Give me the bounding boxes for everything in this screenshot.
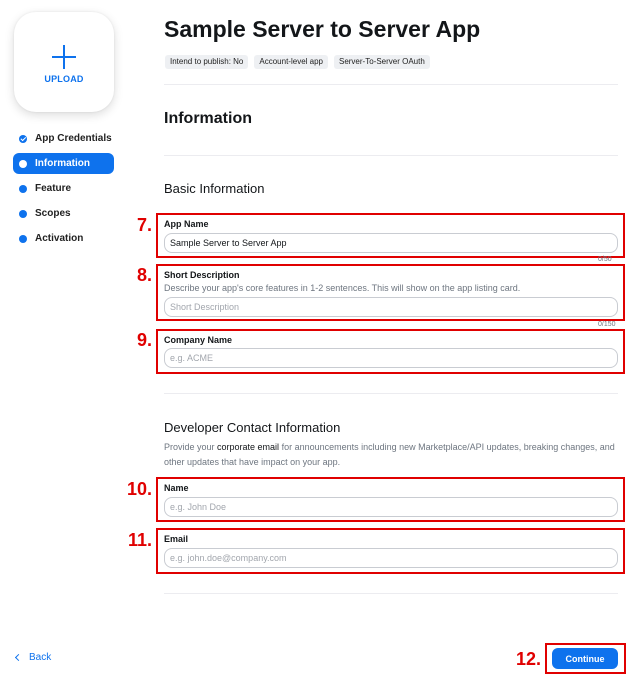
step-dot-icon — [19, 160, 27, 168]
contact-info-title: Developer Contact Information — [164, 420, 341, 435]
contact-desc-text: for announcements including new Marketplace/API updates, breaking changes, and other updates that have impact on your app. — [164, 442, 615, 467]
divider — [164, 593, 618, 594]
step-marker-12: 12. — [515, 649, 541, 669]
name-input[interactable]: e.g. John Doe — [164, 497, 618, 517]
chevron-left-icon — [15, 654, 22, 661]
step-label: App Credentials — [35, 133, 112, 144]
email-input[interactable]: e.g. john.doe@company.com — [164, 548, 618, 568]
step-marker-7: 7. — [136, 215, 152, 235]
basic-info-title: Basic Information — [164, 181, 265, 196]
divider — [164, 155, 618, 156]
step-marker-11: 11. — [127, 530, 152, 550]
step-label: Information — [35, 158, 90, 169]
step-label: Activation — [35, 233, 84, 244]
tag-app-level: Account-level app — [254, 55, 328, 69]
step-dot-icon — [19, 210, 27, 218]
app-name-counter: 0/50 — [598, 256, 612, 263]
step-marker-10: 10. — [126, 479, 152, 499]
short-description-label: Short Description — [164, 270, 240, 280]
tag-publish-intent: Intend to publish: No — [165, 55, 248, 69]
step-label: Feature — [35, 183, 72, 194]
continue-button[interactable]: Continue — [552, 648, 618, 669]
app-name-input[interactable]: Sample Server to Server App — [164, 233, 618, 253]
step-scopes[interactable] — [13, 203, 114, 224]
app-tags — [165, 55, 430, 69]
back-link[interactable] — [14, 652, 51, 663]
step-dot-icon — [19, 185, 27, 193]
step-activation[interactable] — [13, 228, 114, 249]
tag-app-type: Server-To-Server OAuth — [334, 55, 430, 69]
company-name-input[interactable]: e.g. ACME — [164, 348, 618, 368]
contact-info-description — [164, 440, 622, 470]
section-title: Information — [164, 110, 252, 127]
step-feature[interactable] — [13, 178, 114, 199]
upload-label: UPLOAD — [44, 74, 84, 84]
upload-logo-button[interactable] — [14, 12, 114, 112]
checkmark-icon — [19, 135, 27, 143]
name-label: Name — [164, 483, 189, 493]
contact-desc-text: Provide your — [164, 442, 218, 452]
contact-desc-emphasis: corporate email — [217, 442, 280, 452]
short-description-help: Describe your app's core features in 1-2 sentences. This will show on the app listing card. — [164, 283, 521, 293]
back-label: Back — [29, 652, 52, 663]
short-description-counter: 0/150 — [598, 321, 616, 328]
step-marker-9: 9. — [136, 330, 152, 350]
plus-icon — [52, 45, 76, 69]
step-app-credentials[interactable] — [13, 128, 114, 149]
company-name-label: Company Name — [164, 335, 233, 345]
email-label: Email — [164, 534, 189, 544]
app-name-label: App Name — [164, 219, 209, 229]
divider — [164, 84, 618, 85]
divider — [164, 393, 618, 394]
app-title: Sample Server to Server App — [164, 16, 481, 42]
step-information[interactable] — [13, 153, 114, 174]
short-description-input[interactable]: Short Description — [164, 297, 618, 317]
step-dot-icon — [19, 235, 27, 243]
step-marker-8: 8. — [136, 265, 152, 285]
step-label: Scopes — [35, 208, 71, 219]
